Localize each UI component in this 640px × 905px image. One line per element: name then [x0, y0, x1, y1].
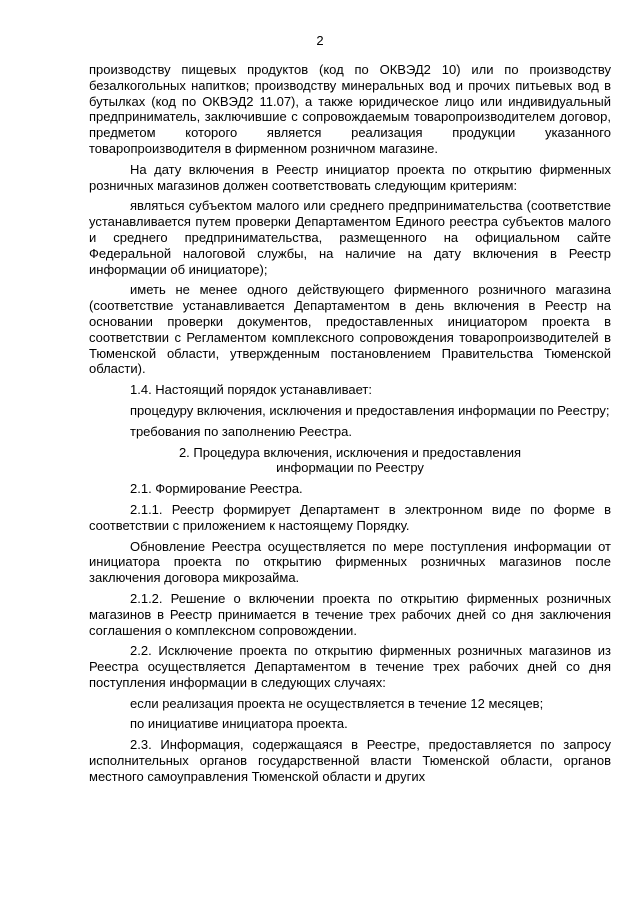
paragraph-requirements-item: требования по заполнению Реестра.: [130, 423, 352, 439]
paragraph-criteria-intro: На дату включения в Реестр инициатор проекта по открытию фирменных розничных магазинов должен соответствовать следующим критериям:: [89, 161, 611, 193]
paragraph-1-4: 1.4. Настоящий порядок устанавливает:: [130, 382, 372, 398]
paragraph-criterion-2: иметь не менее одного действующего фирменного розничного магазина (соответствие устанавливается Департаментом в день включения в Реестр на основании проверки документов, предоставленных инициатором проекта в соответствии с Регламентом комплексного сопровождения товаропроизводителей в Тюменской области, утвержденным постановлением Правительства Тюменской области).: [89, 282, 611, 377]
page-number: 2: [316, 33, 324, 48]
paragraph-2-3: 2.3. Информация, содержащаяся в Реестре, предоставляется по запросу исполнительных органов государственной власти Тюменской области, органов местного самоуправления Тюменской области и других: [89, 737, 611, 784]
paragraph-2-1: 2.1. Формирование Реестра.: [130, 481, 303, 497]
paragraph-2-1-1: 2.1.1. Реестр формирует Департамент в электронном виде по форме в соответствии с приложением к настоящему Порядку.: [89, 501, 611, 533]
paragraph-2-2: 2.2. Исключение проекта по открытию фирменных розничных магазинов из Реестра осуществляется Департаментом в течение трех рабочих дней со дня поступления информации в следующих случаях:: [89, 643, 611, 690]
paragraph-exclusion-case-2: по инициативе инициатора проекта.: [130, 716, 348, 732]
paragraph-procedure-item: процедуру включения, исключения и предоставления информации по Реестру;: [130, 402, 610, 418]
paragraph-criterion-1: являться субъектом малого или среднего предпринимательства (соответствие устанавливается путем проверки Департаментом Единого реестра субъектов малого и среднего предпринимательства, размещенного на официальном сайте Федеральной налоговой службы, на наличие на дату включения в Реестр информации об инициаторе);: [89, 198, 611, 277]
section-2-heading: 2. Процедура включения, исключения и предоставления информации по Реестру: [178, 444, 522, 476]
paragraph-registry-update: Обновление Реестра осуществляется по мере поступления информации от инициатора проекта по открытию фирменных розничных магазинов после заключения договора микрозайма.: [89, 538, 611, 586]
paragraph-continuation: производству пищевых продуктов (код по ОКВЭД2 10) или по производству безалкогольных напитков; производству минеральных вод и прочих питьевых вод в бутылках (код по ОКВЭД2 11.07), а также юридическое лицо или индивидуальный предприниматель, заключившие с сопровождаемым товаропроизводителем договор, предметом которого является реализация продукции указанного товаропроизводителя в фирменном розничном магазине.: [89, 62, 611, 156]
paragraph-2-1-2: 2.1.2. Решение о включении проекта по открытию фирменных розничных магазинов в Реестр принимается в течение трех рабочих дней со дня заключения соглашения о комплексном сопровождении.: [89, 590, 611, 638]
paragraph-exclusion-case-1: если реализация проекта не осуществляется в течение 12 месяцев;: [130, 695, 544, 711]
document-body: [89, 62, 611, 790]
